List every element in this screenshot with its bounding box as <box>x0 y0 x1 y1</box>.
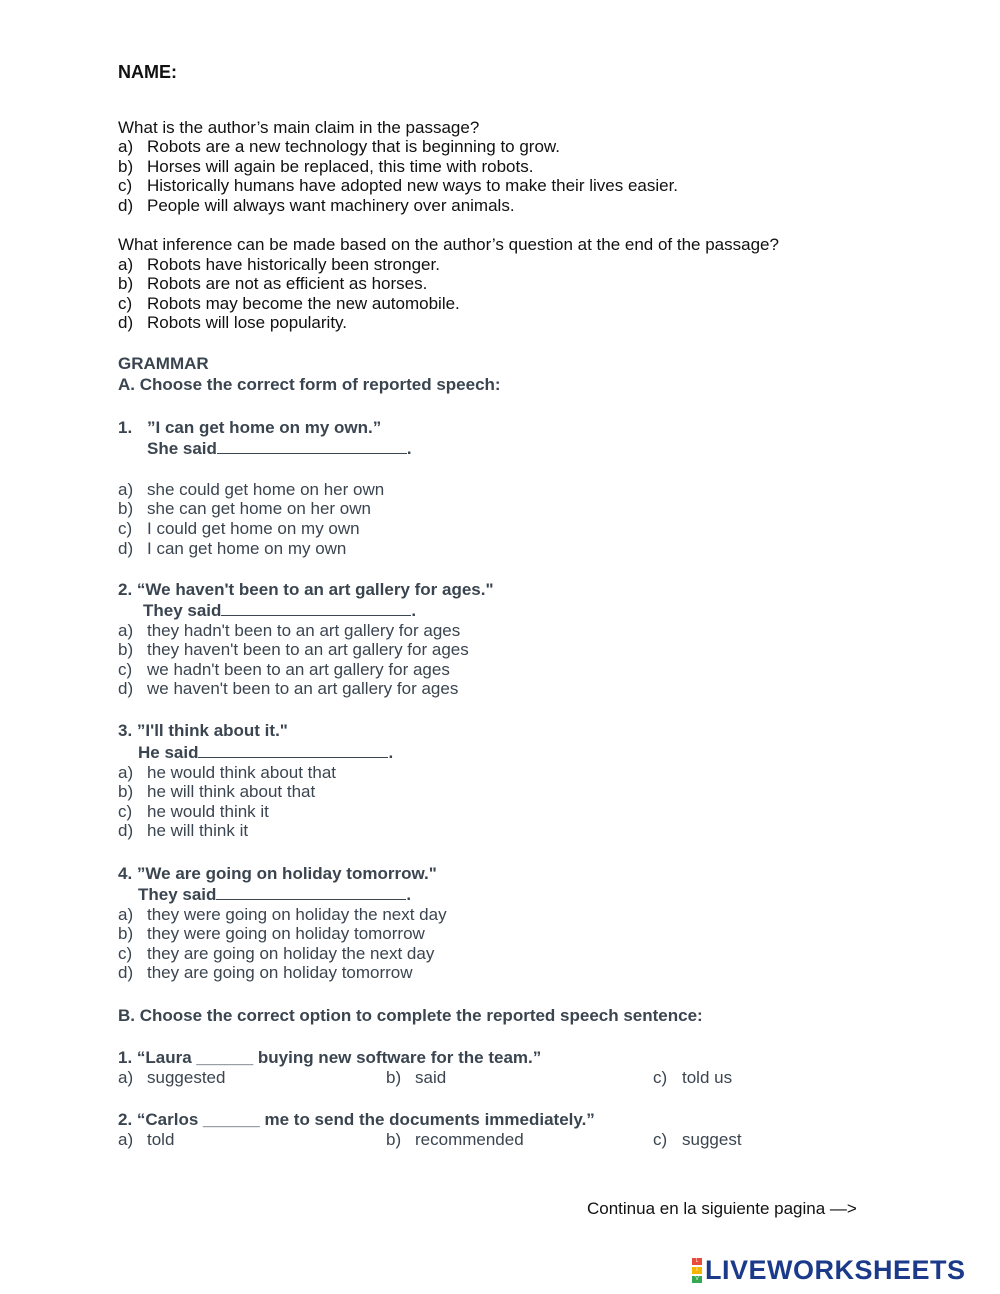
a4-option-b[interactable]: b) they were going on holiday tomorrow <box>118 924 425 943</box>
a4-answer-line: They said . <box>138 885 412 904</box>
a1-option-d[interactable]: d) I can get home on my own <box>118 539 347 558</box>
a1-option-c[interactable]: c) I could get home on my own <box>118 519 360 538</box>
a3-quote-line: 3. ”I'll think about it." <box>118 721 288 740</box>
logo-block-i: I <box>692 1267 702 1274</box>
reading-1-option-d[interactable]: d) People will always want machinery over animals. <box>118 196 515 215</box>
reading-1-option-b[interactable]: b) Horses will again be replaced, this time with robots. <box>118 157 534 176</box>
a4-answer-blank[interactable] <box>216 885 406 900</box>
b1-option-c[interactable]: c) told us <box>653 1068 733 1087</box>
b2-prompt: 2. “Carlos ______ me to send the documents immediately.” <box>118 1110 595 1129</box>
a1-answer-line: She said . <box>147 439 412 458</box>
a2-option-b[interactable]: b) they haven't been to an art gallery for ages <box>118 640 469 659</box>
continue-next-page: Continua en la siguiente pagina —> <box>587 1199 857 1218</box>
reading-2-option-d[interactable]: d) Robots will lose popularity. <box>118 313 347 332</box>
b2-option-c[interactable]: c) suggest <box>653 1130 742 1149</box>
a2-option-c[interactable]: c) we hadn't been to an art gallery for ages <box>118 660 450 679</box>
reading-question-1: What is the author’s main claim in the passage? <box>118 118 480 137</box>
reading-1-option-c[interactable]: c) Historically humans have adopted new ways to make their lives easier. <box>118 176 679 195</box>
a2-option-d[interactable]: d) we haven't been to an art gallery for ages <box>118 679 459 698</box>
a4-option-c[interactable]: c) they are going on holiday the next day <box>118 944 435 963</box>
logo-block-l: L <box>692 1258 702 1265</box>
a3-option-c[interactable]: c) he would think it <box>118 802 269 821</box>
b1-option-a[interactable]: a) suggested <box>118 1068 226 1087</box>
b1-option-b[interactable]: b) said <box>386 1068 447 1087</box>
a3-option-d[interactable]: d) he will think it <box>118 821 249 840</box>
a1-option-b[interactable]: b) she can get home on her own <box>118 499 371 518</box>
a3-answer-line: He said . <box>138 743 394 762</box>
a2-answer-line: They said . <box>143 601 417 620</box>
a2-option-a[interactable]: a) they hadn't been to an art gallery for ages <box>118 621 461 640</box>
a1-answer-blank[interactable] <box>217 439 407 454</box>
a2-quote-line: 2. “We haven't been to an art gallery for ages." <box>118 580 494 599</box>
brand-text: LIVEWORKSHEETS <box>705 1255 966 1285</box>
b2-option-b[interactable]: b) recommended <box>386 1130 524 1149</box>
a3-option-a[interactable]: a) he would think about that <box>118 763 337 782</box>
reading-2-option-b[interactable]: b) Robots are not as efficient as horses. <box>118 274 428 293</box>
b2-option-a[interactable]: a) told <box>118 1130 175 1149</box>
a3-answer-blank[interactable] <box>198 743 388 758</box>
reading-question-2: What inference can be made based on the author’s question at the end of the passage? <box>118 235 779 254</box>
a4-option-a[interactable]: a) they were going on holiday the next day <box>118 905 447 924</box>
section-b-heading: B. Choose the correct option to complete the reported speech sentence: <box>118 1006 703 1025</box>
liveworksheets-logo <box>692 1256 966 1284</box>
grammar-title: GRAMMAR <box>118 354 209 373</box>
liveworksheets-logo-icon <box>692 1258 702 1283</box>
a2-answer-blank[interactable] <box>221 601 411 616</box>
a1-quote-line: 1. ”I can get home on my own.” <box>118 418 382 437</box>
reading-1-option-a[interactable]: a) Robots are a new technology that is beginning to grow. <box>118 137 560 156</box>
a4-quote-line: 4. ”We are going on holiday tomorrow." <box>118 864 437 883</box>
reading-2-option-c[interactable]: c) Robots may become the new automobile. <box>118 294 460 313</box>
a4-option-d[interactable]: d) they are going on holiday tomorrow <box>118 963 413 982</box>
a1-option-a[interactable]: a) she could get home on her own <box>118 480 385 499</box>
b1-prompt: 1. “Laura ______ buying new software for the team.” <box>118 1048 542 1067</box>
a3-option-b[interactable]: b) he will think about that <box>118 782 316 801</box>
name-label: NAME: <box>118 62 177 82</box>
reading-2-option-a[interactable]: a) Robots have historically been stronger. <box>118 255 440 274</box>
logo-block-v: V <box>692 1276 702 1283</box>
section-a-heading: A. Choose the correct form of reported speech: <box>118 375 501 394</box>
